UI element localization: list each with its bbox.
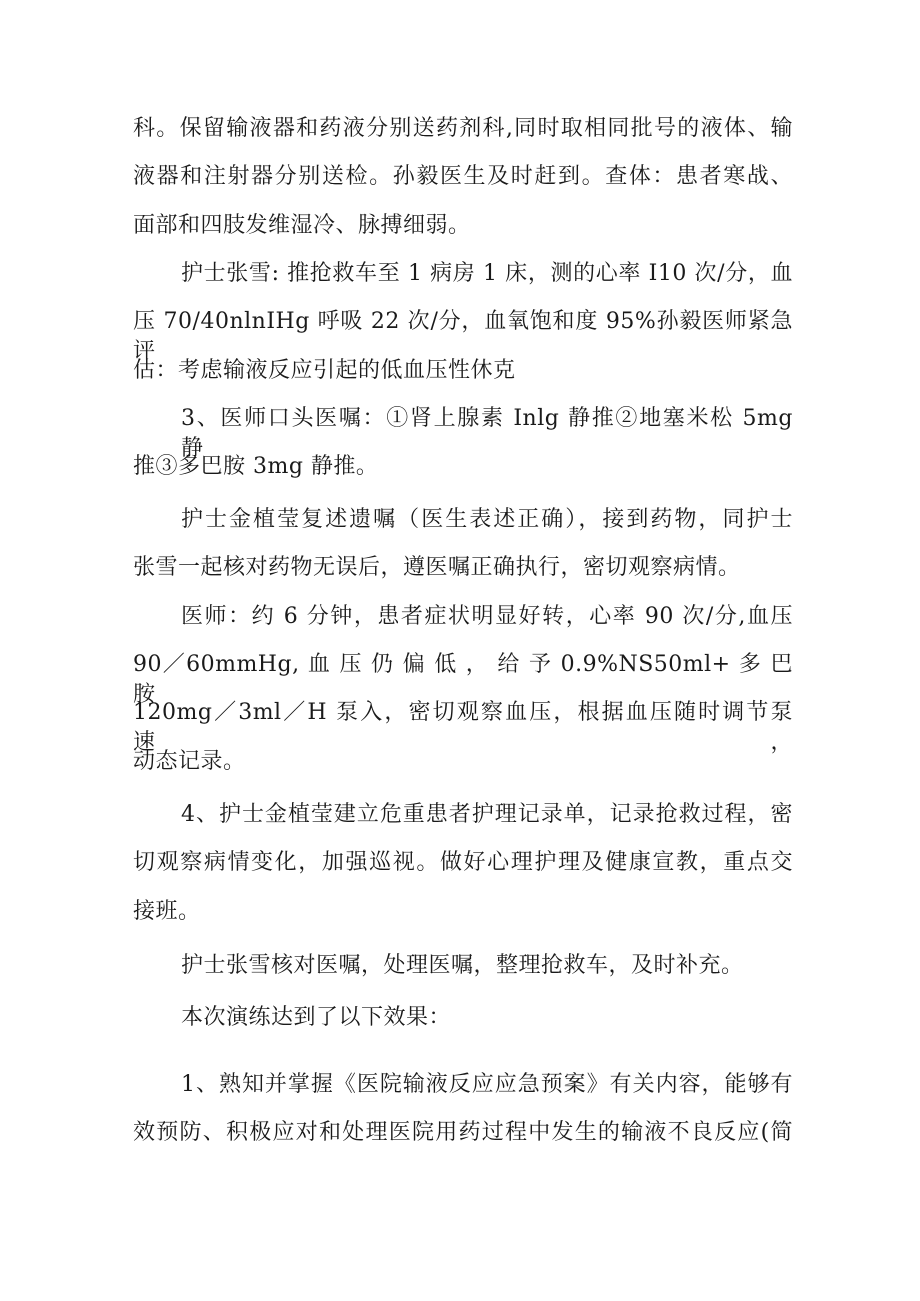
- text-line: 张雪一起核对药物无误后，遵医嘱正确执行，密切观察病情。: [133, 555, 741, 580]
- text-line: 效预防、积极应对和处理医院用药过程中发生的输液不良反应(简: [133, 1120, 793, 1145]
- text-line: 4、护士金植莹建立危重患者护理记录单，记录抢救过程，密: [181, 802, 793, 827]
- text-line: 推③多巴胺 3mg 静推。: [133, 454, 379, 479]
- text-line: 面部和四肢发维湿冷、脉搏细弱。: [133, 213, 471, 238]
- text-line: 动态记录。: [133, 749, 246, 774]
- text-line: 本次演练达到了以下效果：: [181, 1005, 452, 1030]
- text-line: 护士张雪: 推抢救车至 1 病房 1 床，测的心率 I10 次/分，血: [181, 261, 793, 286]
- text-line: 科。保留输液器和药液分别送药剂科,同时取相同批号的液体、输: [133, 116, 793, 141]
- text-line: 护士张雪核对医嘱，处理医嘱，整理抢救车，及时补充。: [181, 953, 744, 978]
- text-line: 护士金植莹复述遗嘱（医生表述正确），接到药物，同护士: [181, 507, 793, 532]
- text-line: 120mg／3ml／H 泵入，密切观察血压，根据血压随时调节泵速，: [133, 700, 793, 755]
- text-line: 90／60mmHg, 血 压 仍 偏 低 ， 给 予 0.9%NS50ml+ 多 巴 胺: [133, 652, 793, 707]
- text-line: 液器和注射器分别送检。孙毅医生及时赶到。查体：患者寒战、: [133, 164, 793, 189]
- text-line: 估：考虑输液反应引起的低血压性休克: [133, 358, 516, 383]
- text-line: 1、熟知并掌握《医院输液反应应急预案》有关内容，能够有: [181, 1072, 793, 1097]
- text-line: 医师：约 6 分钟，患者症状明显好转，心率 90 次/分,血压: [181, 604, 793, 629]
- text-line: 压 70/40nlnIHg 呼吸 22 次/分，血氧饱和度 95%孙毅医师紧急评: [133, 309, 793, 364]
- text-line: 接班。: [133, 899, 201, 924]
- text-line: 切观察病情变化，加强巡视。做好心理护理及健康宣教，重点交: [133, 850, 793, 875]
- text-line: 3、医师口头医嘱：①肾上腺素 Inlg 静推②地塞米松 5mg 静: [181, 406, 793, 461]
